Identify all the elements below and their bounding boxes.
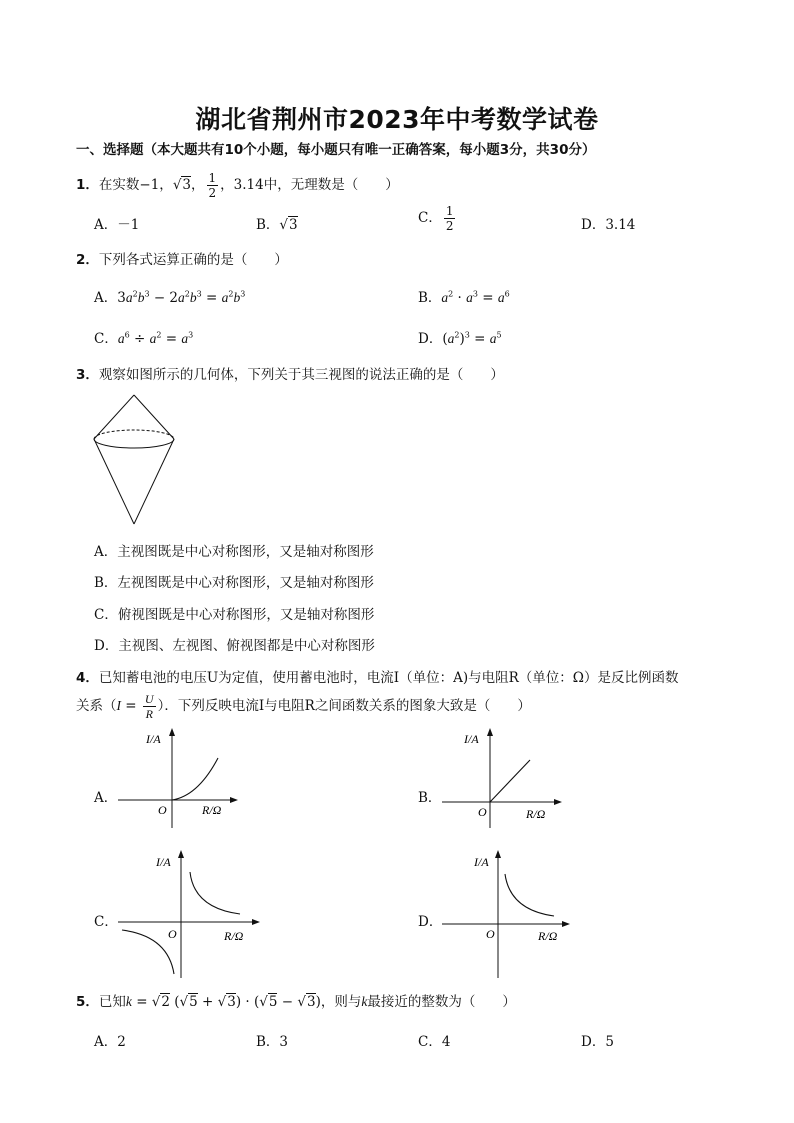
q5-option-b[interactable]: B．3 [256, 1034, 289, 1050]
q4-option-a[interactable]: A． [94, 790, 118, 806]
x-axis-label: R/Ω [224, 929, 244, 943]
x-axis-label: R/Ω [538, 929, 558, 943]
q5-option-a[interactable]: A．2 [94, 1034, 126, 1050]
q1-option-c[interactable]: C． $\frac{1}{2}$ [418, 204, 454, 233]
q5-option-c[interactable]: C．4 [418, 1034, 451, 1050]
question-3-stem: 3．观察如图所示的几何体，下列关于其三视图的说法正确的是（ ） [76, 367, 504, 383]
question-5-stem: 5．已知k = √2 (√5 + √3) · (√5 − √3)，则与k最接近的整数为（ ） [76, 994, 516, 1010]
graph-c[interactable] [118, 850, 262, 980]
q3-option-d[interactable]: D．主视图、左视图、俯视图都是中心对称图形 [94, 638, 375, 654]
double-cone-figure [88, 393, 188, 527]
x-axis-label: R/Ω [526, 807, 546, 821]
page-title: 湖北省荆州市2023年中考数学试卷 [195, 105, 599, 134]
q3-option-a[interactable]: A．主视图既是中心对称图形，又是轴对称图形 [94, 544, 374, 560]
question-number: 3． [76, 367, 99, 383]
section-heading: 一、选择题（本大题共有10个小题，每小题只有唯一正确答案，每小题3分，共30分） [76, 142, 596, 158]
q4-option-d[interactable]: D． [418, 914, 443, 930]
q1-option-a[interactable]: A．－1 [94, 217, 140, 233]
y-axis-label: I/A [464, 732, 479, 746]
y-axis-label: I/A [474, 855, 489, 869]
q1-stem-c: ，3.14中，无理数是（ ） [220, 177, 399, 193]
question-1-stem [76, 172, 399, 199]
origin-label: O [158, 803, 167, 817]
q2-option-c[interactable]: C．$a^6 \div a^2 = a^3$ [94, 330, 194, 347]
q3-option-c[interactable]: C．俯视图既是中心对称图形，又是轴对称图形 [94, 607, 375, 623]
q5-option-d[interactable]: D．5 [581, 1034, 614, 1050]
y-axis-label: I/A [156, 855, 171, 869]
question-number: 4． [76, 670, 99, 686]
q1-option-b[interactable]: B．√3 [256, 217, 298, 233]
q3-option-b[interactable]: B．左视图既是中心对称图形，又是轴对称图形 [94, 575, 374, 591]
q1-stem-a: 在实数−1， [98, 177, 173, 193]
q2-option-d[interactable]: D．$(a^2)^3 = a^5$ [418, 330, 502, 347]
fraction-half: $\frac{1}{2}$ [208, 171, 217, 200]
origin-label: O [486, 927, 495, 941]
origin-label: O [168, 927, 177, 941]
question-number: 5． [76, 994, 99, 1010]
x-axis-label: R/Ω [202, 803, 222, 817]
graph-a[interactable] [118, 728, 238, 828]
q4-option-c[interactable]: C． [94, 914, 118, 930]
q2-option-a[interactable]: A．$3a^2b^3 - 2a^2b^3 = a^2b^3$ [94, 289, 246, 306]
q4-option-b[interactable]: B． [418, 790, 442, 806]
graph-b[interactable] [442, 728, 562, 828]
question-number: 1． [76, 177, 99, 193]
y-axis-label: I/A [146, 732, 161, 746]
sqrt-3: √3 [172, 177, 192, 193]
question-number: 2． [76, 252, 99, 268]
q1-stem-b: ， [191, 177, 205, 193]
question-4-stem-line2: 关系（I = $\frac{U}{R}$ ）．下列反映电流I与电阻R之间函数关系的图象大致是（ ） [76, 692, 531, 721]
q2-option-b[interactable]: B．$a^2 \cdot a^3 = a^6$ [418, 289, 510, 306]
question-2-stem: 2．下列各式运算正确的是（ ） [76, 252, 288, 268]
graph-d[interactable] [442, 850, 572, 980]
origin-label: O [478, 805, 487, 819]
q1-option-d[interactable]: D．3.14 [581, 217, 636, 233]
question-4-stem-line1: 4．已知蓄电池的电压U为定值，使用蓄电池时，电流I（单位：A)与电阻R（单位：Ω）是反比例函数 [76, 670, 679, 686]
